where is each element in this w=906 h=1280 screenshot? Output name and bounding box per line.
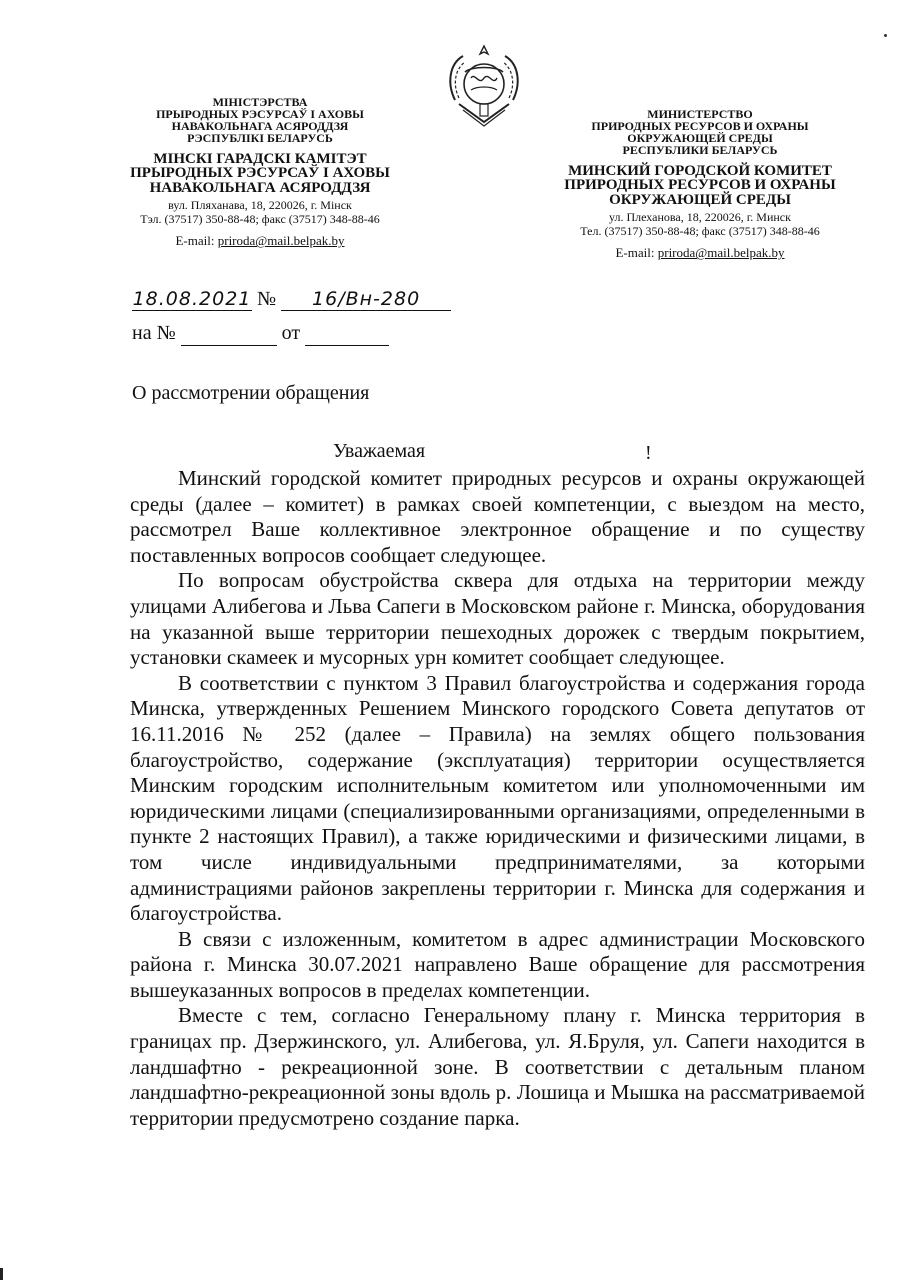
address-by: вул. Пляханава, 18, 220026, г. Мінск Тэл. (37517) 350-88-48; факс (37517) 348-88-46	[140, 197, 380, 226]
from-label: от	[281, 322, 301, 344]
letter-body	[130, 466, 865, 1131]
email-link-by[interactable]: priroda@mail.belpak.by	[217, 233, 345, 249]
ref-number: 16/Вн-280	[281, 288, 451, 311]
ministry-name-by: МІНІСТЭРСТВА ПРЫРОДНЫХ РЭСУРСАЎ І АХОВЫ НАВАКОЛЬНАГА АСЯРОДДЗЯ РЭСПУБЛІКІ БЕЛАРУСЬ	[156, 95, 364, 145]
paragraph: По вопросам обустройства сквера для отдыха на территории между улицами Алибегова и Льва Сапеги в Московском районе г. Минска, оборудования на указанной выше территории пешеходных дорожек с твердым покрытием, установки скамеек и мусорных урн комитет сообщает следующее.	[130, 568, 865, 670]
committee-name-ru: МИНСКИЙ ГОРОДСКОЙ КОМИТЕТ ПРИРОДНЫХ РЕСУРСОВ И ОХРАНЫ ОКРУЖАЮЩЕЙ СРЕДЫ	[564, 163, 836, 208]
subject-line: О рассмотрении обращения	[132, 382, 370, 404]
email-link-ru[interactable]: priroda@mail.belpak.by	[657, 245, 785, 261]
committee-name-by: МІНСКІ ГАРАДСКІ КАМІТЭТ ПРЫРОДНЫХ РЭСУРСАЎ І АХОВЫ НАВАКОЛЬНАГА АСЯРОДДЗЯ	[130, 151, 390, 196]
ref-date: 18.08.2021	[132, 288, 252, 310]
header-right	[545, 108, 855, 259]
scan-dot	[884, 34, 887, 37]
paragraph: Вместе с тем, согласно Генеральному плану г. Минска территория в границах пр. Дзержинского, ул. Алибегова, ул. Я.Бруля, ул. Сапеги находится в ландшафтно - рекреационной зоне. В соответствии с детальным планом ландшафтно-рекреационной зоны вдоль р. Лошица и Мышка на рассматриваемой территории предусмотрено создание парка.	[130, 1003, 865, 1130]
greeting-end: !	[645, 442, 652, 464]
paragraph: В связи с изложенным, комитетом в адрес администрации Московского района г. Минска 30.07.2021 направлено Ваше обращение для рассмотрения вышеуказанных вопросов в пределах компетенции.	[130, 926, 865, 1002]
header-left	[110, 96, 410, 247]
state-emblem-icon	[441, 42, 527, 132]
ministry-name-ru: МИНИСТЕРСТВО ПРИРОДНЫХ РЕСУРСОВ И ОХРАНЫ ОКРУЖАЮЩЕЙ СРЕДЫ РЕСПУБЛИКИ БЕЛАРУСЬ	[591, 107, 809, 157]
email-by: E-mail: priroda@mail.belpak.by	[175, 233, 345, 249]
on-number-label: на №	[132, 322, 176, 344]
email-ru: E-mail: priroda@mail.belpak.by	[615, 245, 785, 261]
from-date-field	[305, 322, 389, 346]
ref-number-sign: №	[257, 288, 277, 310]
address-ru: ул. Плеханова, 18, 220026, г. Минск Тел. (37517) 350-88-48; факс (37517) 348-88-46	[580, 209, 820, 238]
outgoing-reference	[132, 288, 451, 311]
greeting: Уважаемая	[333, 440, 426, 462]
incoming-reference	[132, 322, 389, 346]
on-number-field	[181, 322, 277, 346]
paragraph: В соответствии с пунктом 3 Правил благоустройства и содержания города Минска, утвержденных Решением Минского городского Совета депутатов от 16.11.2016 № 252 (далее – Правила) на землях общего пользования благоустройство, содержание (эксплуатация) территории осуществляется Минским городским исполнительным комитетом или уполномоченными им юридическими лицами (специализированными организациями, определенными в пункте 2 настоящих Правил), а также юридическими и физическими лицами, в том числе индивидуальными предпринимателями, за которыми администрациями районов закреплены территории г. Минска для содержания и благоустройства.	[130, 670, 865, 926]
paragraph: Минский городской комитет природных ресурсов и охраны окружающей среды (далее – комитет) в рамках своей компетенции, с выездом на место, рассмотрел Ваше коллективное электронное обращение и по существу поставленных вопросов сообщает следующее.	[130, 466, 865, 567]
scan-edge-mark	[0, 1268, 3, 1280]
